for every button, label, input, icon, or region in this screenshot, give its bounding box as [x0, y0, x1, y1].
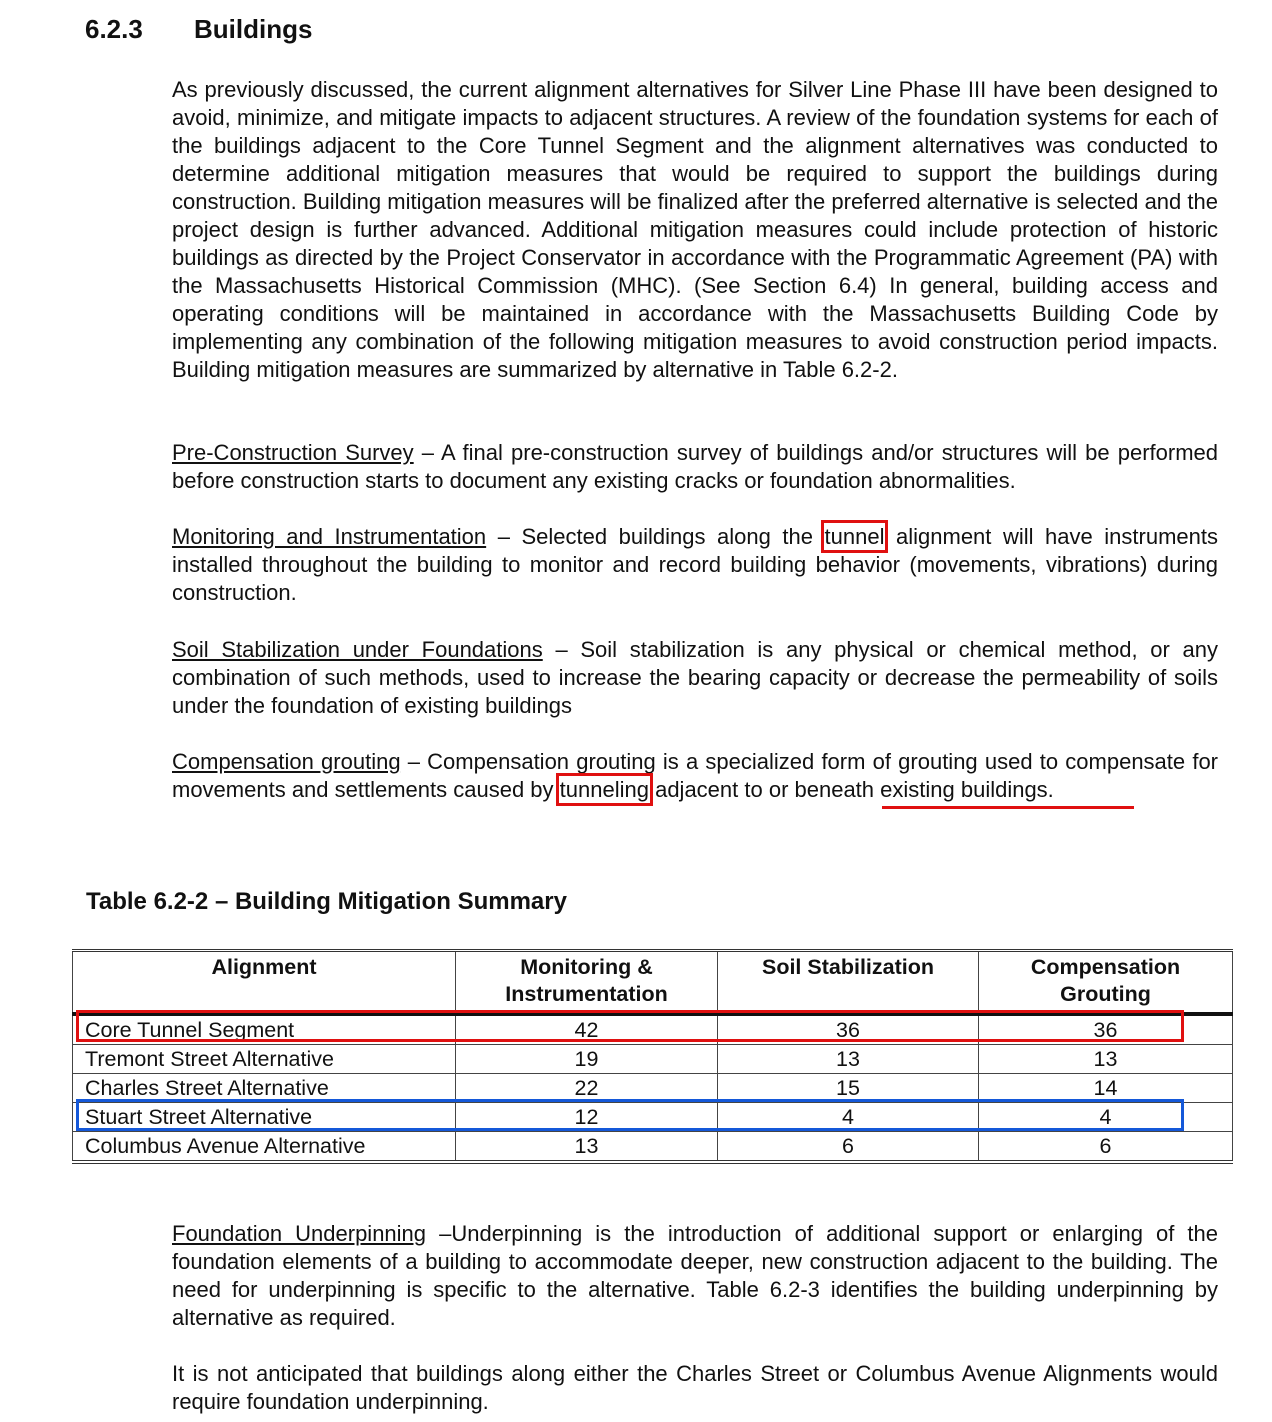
cell-soil: 4: [718, 1103, 979, 1132]
table-row: [73, 1132, 1233, 1163]
cell-alignment: Columbus Avenue Alternative: [73, 1132, 456, 1163]
col-header-grouting: Compensation Grouting: [979, 951, 1233, 1015]
table-row: [73, 1103, 1233, 1132]
cell-grouting: 13: [979, 1045, 1233, 1074]
cell-monitoring: 19: [456, 1045, 718, 1074]
intro-paragraph: As previously discussed, the current alignment alternatives for Silver Line Phase III have been designed to avoid, minimize, and mitigate impacts to adjacent structures. A review of the foundation systems for each of the buildings adjacent to the Core Tunnel Segment and the alignment alternatives was conducted to determine additional mitigation measures that would be required to support the buildings during construction. Building mitigation measures will be finalized after the preferred alternative is selected and the project design is further advanced. Additional mitigation measures could include protection of historic buildings as directed by the Project Conservator in accordance with the Programmatic Agreement (PA) with the Massachusetts Historical Commission (MHC). (See Section 6.4) In general, building access and operating conditions will be maintained in accordance with the Massachusetts Building Code by implementing any combination of the following mitigation measures to avoid construction period impacts. Building mitigation measures are summarized by alternative in Table 6.2-2.: [172, 77, 1218, 382]
col-header-monitoring: Monitoring & Instrumentation: [456, 951, 718, 1015]
red-underline-annotation: [882, 806, 1134, 809]
section-title: Buildings: [194, 14, 313, 44]
grouting-paragraph: [172, 748, 1218, 804]
cell-soil: 13: [718, 1045, 979, 1074]
underpinning-heading: Foundation Underpinning: [172, 1221, 427, 1246]
preconstruction-paragraph: [172, 439, 1218, 495]
preconstruction-heading: Pre-Construction Survey: [172, 440, 414, 465]
closing-paragraph: It is not anticipated that buildings along either the Charles Street or Columbus Avenue Alignments would require foundation underpinning.: [172, 1361, 1218, 1414]
monitoring-text-before: – Selected buildings along the: [486, 524, 825, 549]
monitoring-heading: Monitoring and Instrumentation: [172, 524, 487, 549]
table-header-row: [73, 951, 1233, 1015]
grouting-heading: Compensation grouting: [172, 749, 401, 774]
col-header-alignment: Alignment: [73, 951, 456, 1015]
cell-monitoring: 22: [456, 1074, 718, 1103]
table-row: [73, 1045, 1233, 1074]
cell-monitoring: 13: [456, 1132, 718, 1163]
tunneling-highlight: tunneling: [559, 777, 649, 802]
soil-text: – Soil stabilization is any physical or chemical method, or any combination of such methods, used to increase the bearing capacity or decrease the permeability of soils under the foundation of existing buildings: [172, 637, 1218, 718]
cell-grouting: 14: [979, 1074, 1233, 1103]
monitoring-text-after: alignment will have instruments installed throughout the building to monitor and record building behavior (movements, vibrations) during construction.: [172, 524, 1218, 605]
soil-paragraph: [172, 636, 1218, 720]
underpinning-paragraph: [172, 1220, 1218, 1332]
col-header-soil: Soil Stabilization: [718, 951, 979, 1015]
cell-grouting: 36: [979, 1014, 1233, 1045]
tunnel-highlight: tunnel: [824, 524, 885, 549]
mitigation-table: [72, 949, 1233, 1164]
cell-soil: 15: [718, 1074, 979, 1103]
cell-alignment: Charles Street Alternative: [73, 1074, 456, 1103]
underpinning-text: –Underpinning is the introduction of additional support or enlarging of the foundation elements of a building to accommodate deeper, new construction adjacent to the building. The need for underpinning is specific to the alternative. Table 6.2-3 identifies the building underpinning by alternative as required.: [172, 1221, 1218, 1330]
table-row: [73, 1014, 1233, 1045]
preconstruction-text: – A final pre-construction survey of buildings and/or structures will be performed before construction starts to document any existing cracks or foundation abnormalities.: [172, 440, 1218, 493]
cell-alignment: Core Tunnel Segment: [73, 1014, 456, 1045]
grouting-text-before: – Compensation grouting is a specialized form of grouting used to compensate for movements and settlements caused by: [172, 749, 1219, 802]
cell-grouting: 4: [979, 1103, 1233, 1132]
cell-soil: 6: [718, 1132, 979, 1163]
table-row: [73, 1074, 1233, 1103]
soil-heading: Soil Stabilization under Foundations: [172, 637, 543, 662]
cell-monitoring: 12: [456, 1103, 718, 1132]
monitoring-paragraph: [172, 523, 1218, 607]
cell-alignment: Stuart Street Alternative: [73, 1103, 456, 1132]
cell-alignment: Tremont Street Alternative: [73, 1045, 456, 1074]
cell-soil: 36: [718, 1014, 979, 1045]
table-title: Table 6.2-2 – Building Mitigation Summary: [86, 888, 567, 915]
cell-monitoring: 42: [456, 1014, 718, 1045]
section-number: 6.2.3: [85, 14, 143, 44]
grouting-text-after: adjacent to or beneath existing buildings.: [648, 777, 1054, 802]
cell-grouting: 6: [979, 1132, 1233, 1163]
